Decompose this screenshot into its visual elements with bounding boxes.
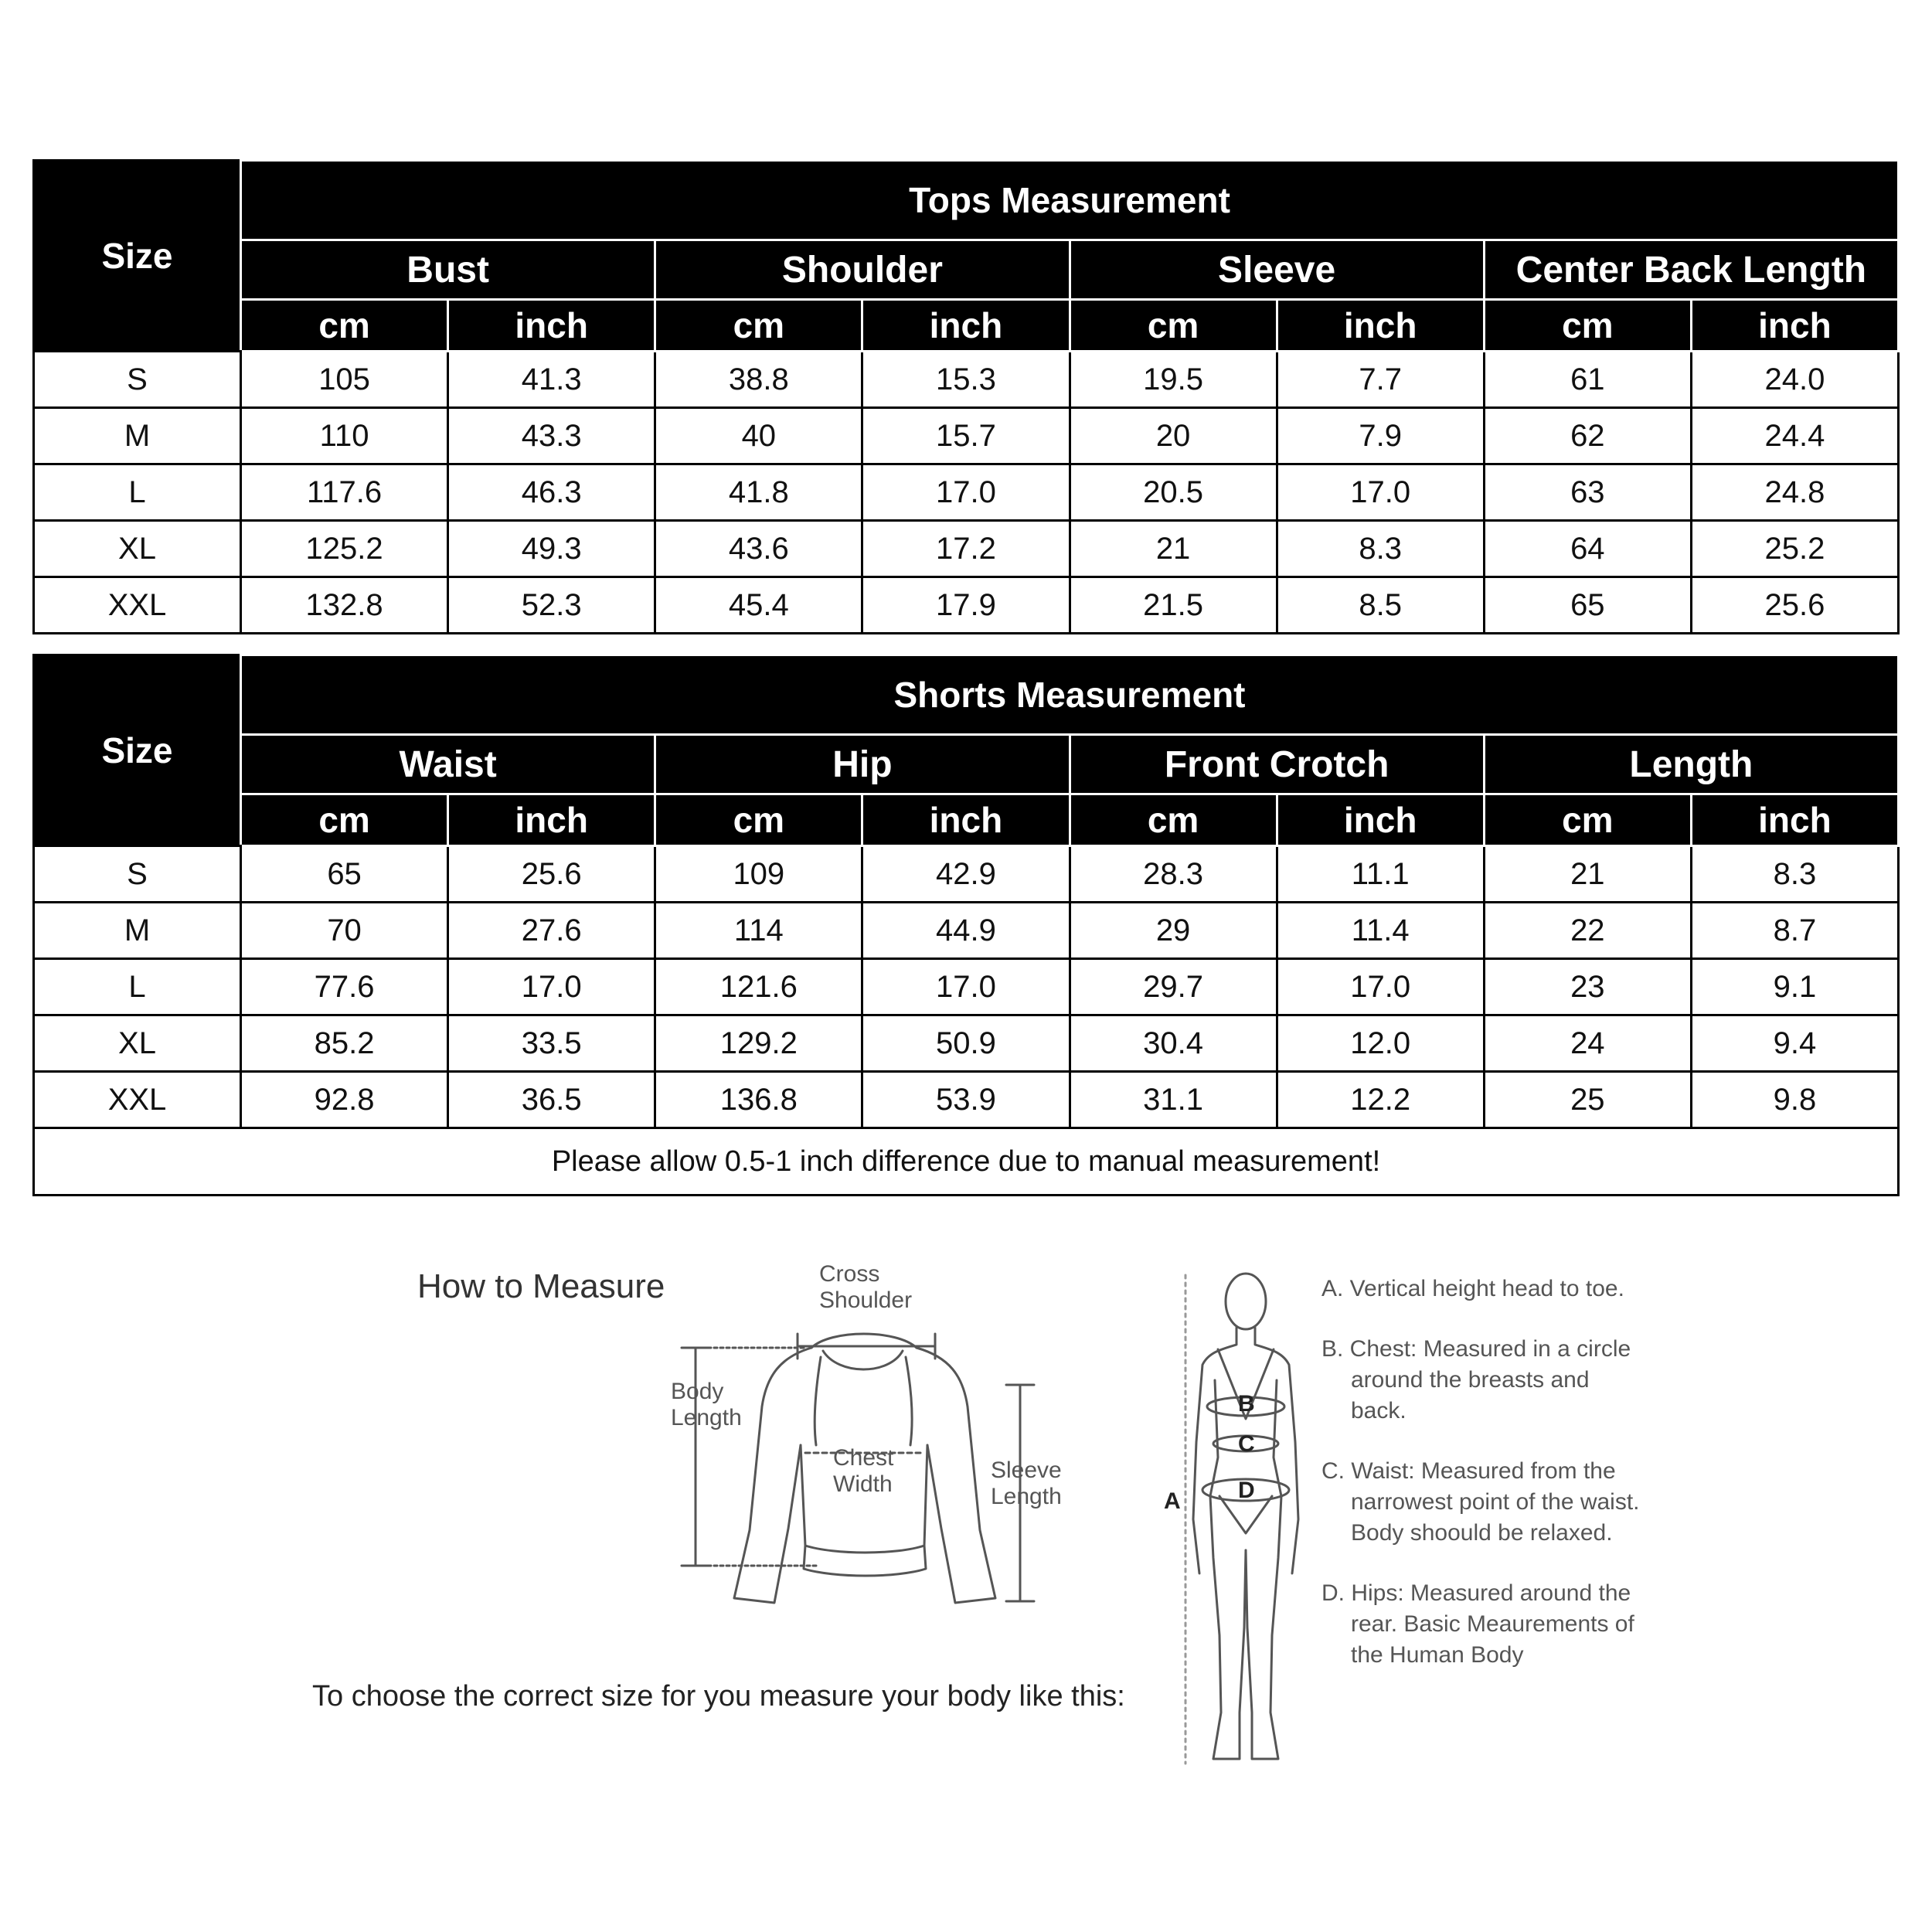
body-letter-b: B bbox=[1238, 1391, 1255, 1417]
measurement-cell: 11.4 bbox=[1277, 903, 1484, 959]
group-header-bust: Bust bbox=[241, 240, 655, 300]
measurement-cell: 21 bbox=[1484, 846, 1691, 903]
measurement-cell: 20 bbox=[1070, 408, 1277, 464]
measurement-cell: 49.3 bbox=[448, 521, 655, 577]
measurement-cell: 132.8 bbox=[241, 577, 448, 634]
size-cell: L bbox=[34, 464, 241, 521]
instruction-text: To choose the correct size for you measure your body like this: bbox=[312, 1680, 1125, 1713]
group-header-hip: Hip bbox=[655, 735, 1070, 794]
measurement-cell: 7.7 bbox=[1277, 352, 1484, 408]
tops-size-table bbox=[32, 159, 1900, 634]
table-row bbox=[34, 1015, 1899, 1072]
measurement-note: Please allow 0.5-1 inch difference due to manual measurement! bbox=[34, 1128, 1899, 1196]
measurement-cell: 29 bbox=[1070, 903, 1277, 959]
size-cell: L bbox=[34, 959, 241, 1015]
measurement-cell: 15.3 bbox=[862, 352, 1070, 408]
group-header-sleeve: Sleeve bbox=[1070, 240, 1484, 300]
measurement-cell: 8.3 bbox=[1277, 521, 1484, 577]
measurement-cell: 8.7 bbox=[1691, 903, 1898, 959]
unit-header: cm bbox=[241, 300, 448, 352]
size-cell: M bbox=[34, 903, 241, 959]
measurement-cell: 46.3 bbox=[448, 464, 655, 521]
measurement-cell: 125.2 bbox=[241, 521, 448, 577]
measurement-cell: 105 bbox=[241, 352, 448, 408]
how-to-measure-title: How to Measure bbox=[417, 1267, 665, 1305]
measurement-cell: 43.3 bbox=[448, 408, 655, 464]
measurement-cell: 24.8 bbox=[1691, 464, 1898, 521]
measurement-cell: 114 bbox=[655, 903, 862, 959]
table-row bbox=[34, 846, 1899, 903]
measurement-cell: 43.6 bbox=[655, 521, 862, 577]
unit-header: inch bbox=[862, 300, 1070, 352]
measurement-cell: 53.9 bbox=[862, 1072, 1070, 1128]
measurement-cell: 136.8 bbox=[655, 1072, 862, 1128]
measurement-cell: 21.5 bbox=[1070, 577, 1277, 634]
unit-header: inch bbox=[1691, 300, 1898, 352]
measurement-cell: 25 bbox=[1484, 1072, 1691, 1128]
table-title: Tops Measurement bbox=[241, 161, 1899, 240]
measurement-cell: 77.6 bbox=[241, 959, 448, 1015]
size-header: Size bbox=[34, 161, 241, 352]
measurement-cell: 11.1 bbox=[1277, 846, 1484, 903]
unit-header: cm bbox=[1484, 794, 1691, 846]
measurement-cell: 9.8 bbox=[1691, 1072, 1898, 1128]
measurement-cell: 41.8 bbox=[655, 464, 862, 521]
measurement-cell: 9.4 bbox=[1691, 1015, 1898, 1072]
legend-item-d: D. Hips: Measured around the rear. Basic Meaurements of the Human Body bbox=[1321, 1580, 1634, 1668]
table-row bbox=[34, 521, 1899, 577]
measurement-cell: 19.5 bbox=[1070, 352, 1277, 408]
measurement-cell: 65 bbox=[241, 846, 448, 903]
measurement-cell: 17.0 bbox=[1277, 959, 1484, 1015]
unit-header: inch bbox=[1277, 300, 1484, 352]
table-row bbox=[34, 959, 1899, 1015]
chest-width-label: Chest Width bbox=[833, 1445, 894, 1497]
measurement-cell: 121.6 bbox=[655, 959, 862, 1015]
measurement-cell: 25.2 bbox=[1691, 521, 1898, 577]
tops-table-body bbox=[34, 352, 1899, 634]
measurement-cell: 24 bbox=[1484, 1015, 1691, 1072]
measurement-cell: 9.1 bbox=[1691, 959, 1898, 1015]
table-row bbox=[34, 903, 1899, 959]
measurement-cell: 38.8 bbox=[655, 352, 862, 408]
measurement-cell: 85.2 bbox=[241, 1015, 448, 1072]
measurement-cell: 109 bbox=[655, 846, 862, 903]
measurement-cell: 12.0 bbox=[1277, 1015, 1484, 1072]
measurement-cell: 17.0 bbox=[1277, 464, 1484, 521]
measurement-cell: 17.0 bbox=[862, 959, 1070, 1015]
measurement-cell: 129.2 bbox=[655, 1015, 862, 1072]
measurement-cell: 24.4 bbox=[1691, 408, 1898, 464]
measurement-cell: 52.3 bbox=[448, 577, 655, 634]
size-cell: S bbox=[34, 352, 241, 408]
measurement-cell: 65 bbox=[1484, 577, 1691, 634]
body-letter-a: A bbox=[1164, 1488, 1181, 1514]
size-cell: M bbox=[34, 408, 241, 464]
measurement-cell: 50.9 bbox=[862, 1015, 1070, 1072]
measurement-cell: 22 bbox=[1484, 903, 1691, 959]
measurement-cell: 31.1 bbox=[1070, 1072, 1277, 1128]
measurement-cell: 61 bbox=[1484, 352, 1691, 408]
unit-header: inch bbox=[448, 300, 655, 352]
unit-header: cm bbox=[655, 794, 862, 846]
measurement-cell: 17.0 bbox=[448, 959, 655, 1015]
measurement-cell: 24.0 bbox=[1691, 352, 1898, 408]
table-title: Shorts Measurement bbox=[241, 655, 1899, 735]
measurement-cell: 42.9 bbox=[862, 846, 1070, 903]
measurement-cell: 8.5 bbox=[1277, 577, 1484, 634]
size-cell: XL bbox=[34, 521, 241, 577]
shorts-size-table bbox=[32, 654, 1900, 1196]
table-row bbox=[34, 464, 1899, 521]
size-cell: XL bbox=[34, 1015, 241, 1072]
measurement-cell: 70 bbox=[241, 903, 448, 959]
measurement-cell: 110 bbox=[241, 408, 448, 464]
measurement-cell: 20.5 bbox=[1070, 464, 1277, 521]
measurement-cell: 92.8 bbox=[241, 1072, 448, 1128]
table-row bbox=[34, 577, 1899, 634]
body-letter-c: C bbox=[1238, 1431, 1255, 1457]
cross-shoulder-label: Cross Shoulder bbox=[819, 1261, 913, 1313]
legend-item-a: A. Vertical height head to toe. bbox=[1321, 1276, 1624, 1301]
unit-header: cm bbox=[1070, 794, 1277, 846]
measurement-cell: 117.6 bbox=[241, 464, 448, 521]
measurement-cell: 15.7 bbox=[862, 408, 1070, 464]
measurement-legend bbox=[1321, 1274, 1646, 1700]
measurement-cell: 41.3 bbox=[448, 352, 655, 408]
measurement-cell: 27.6 bbox=[448, 903, 655, 959]
table-row bbox=[34, 408, 1899, 464]
measurement-cell: 17.2 bbox=[862, 521, 1070, 577]
measurement-cell: 63 bbox=[1484, 464, 1691, 521]
unit-header: cm bbox=[1484, 300, 1691, 352]
measurement-cell: 44.9 bbox=[862, 903, 1070, 959]
group-header-waist: Waist bbox=[241, 735, 655, 794]
unit-header: inch bbox=[1277, 794, 1484, 846]
unit-header: inch bbox=[862, 794, 1070, 846]
body-length-label: Body Length bbox=[671, 1379, 742, 1430]
measurement-cell: 12.2 bbox=[1277, 1072, 1484, 1128]
measurement-cell: 25.6 bbox=[448, 846, 655, 903]
unit-header: cm bbox=[241, 794, 448, 846]
measurement-cell: 30.4 bbox=[1070, 1015, 1277, 1072]
measurement-cell: 40 bbox=[655, 408, 862, 464]
measurement-cell: 8.3 bbox=[1691, 846, 1898, 903]
table-row bbox=[34, 352, 1899, 408]
size-header: Size bbox=[34, 655, 241, 846]
size-cell: XXL bbox=[34, 577, 241, 634]
group-header-shoulder: Shoulder bbox=[655, 240, 1070, 300]
size-cell: XXL bbox=[34, 1072, 241, 1128]
measurement-cell: 33.5 bbox=[448, 1015, 655, 1072]
table-row bbox=[34, 1072, 1899, 1128]
measurement-cell: 45.4 bbox=[655, 577, 862, 634]
group-header-center-back-length: Center Back Length bbox=[1484, 240, 1898, 300]
unit-header: inch bbox=[1691, 794, 1898, 846]
size-cell: S bbox=[34, 846, 241, 903]
measurement-cell: 25.6 bbox=[1691, 577, 1898, 634]
measurement-cell: 36.5 bbox=[448, 1072, 655, 1128]
unit-header: cm bbox=[655, 300, 862, 352]
unit-header: inch bbox=[448, 794, 655, 846]
measurement-cell: 17.0 bbox=[862, 464, 1070, 521]
measurement-cell: 62 bbox=[1484, 408, 1691, 464]
measurement-cell: 28.3 bbox=[1070, 846, 1277, 903]
sleeve-length-label: Sleeve Length bbox=[991, 1458, 1062, 1509]
unit-header: cm bbox=[1070, 300, 1277, 352]
legend-item-c: C. Waist: Measured from the narrowest point of the waist. Body shoould be relaxed. bbox=[1321, 1458, 1640, 1546]
group-header-length: Length bbox=[1484, 735, 1898, 794]
shorts-table-body bbox=[34, 846, 1899, 1128]
body-figure-diagram bbox=[1175, 1264, 1314, 1774]
measurement-cell: 21 bbox=[1070, 521, 1277, 577]
measurement-cell: 17.9 bbox=[862, 577, 1070, 634]
measurement-cell: 29.7 bbox=[1070, 959, 1277, 1015]
group-header-front-crotch: Front Crotch bbox=[1070, 735, 1484, 794]
legend-item-b: B. Chest: Measured in a circle around the breasts and back. bbox=[1321, 1336, 1631, 1423]
measurement-cell: 64 bbox=[1484, 521, 1691, 577]
body-letter-d: D bbox=[1238, 1478, 1255, 1503]
measurement-cell: 7.9 bbox=[1277, 408, 1484, 464]
measurement-cell: 23 bbox=[1484, 959, 1691, 1015]
